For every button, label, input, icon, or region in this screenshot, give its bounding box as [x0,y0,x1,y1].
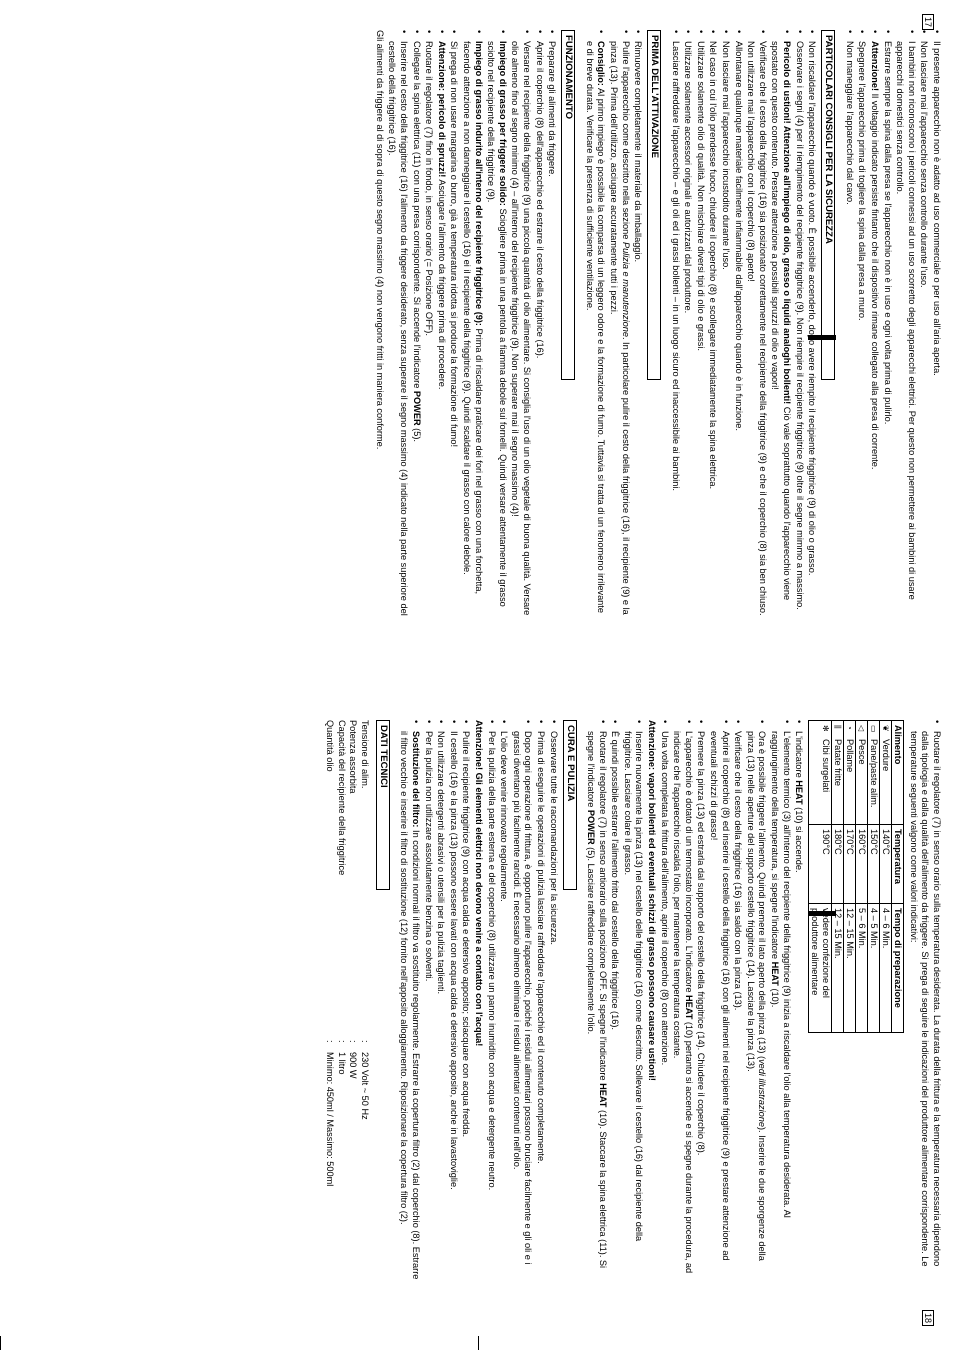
list-item [744,720,767,1280]
list-item: • Verificare che il cesto della friggitrice (16) sia saldo con la pinza (13). [732,720,744,1280]
spec-label: Quantità olio [325,720,336,772]
list-item: • Pulire il recipiente friggitrice (9) con acqua calda e detersivo apposito; sciacquare con acqua fredda. [460,720,472,1280]
text: Asciugare l'alimento da friggere prima di procedere. [436,177,447,390]
table-row [856,721,868,1033]
table-row [809,721,832,1033]
table-cell [844,721,856,825]
spec-row [335,720,347,1280]
list-item: • Non lasciare mai l'apparecchio senza controllo durante l'uso. [918,30,930,620]
list-item [585,720,608,1280]
table-cell: 140°C [880,825,892,904]
table-cell: 170°C [844,825,856,904]
section-title-operation: FUNZIONAMENTO [561,30,575,380]
table-row [844,721,856,1033]
list-item: • Osservare tutte le raccomandazioni per la sicurezza. [547,720,559,1280]
list-item: • Rimuovere completamente il materiale da imballaggio. [632,30,644,620]
spec-value: Minimo: 450ml / Massimo: 500ml [325,1052,336,1187]
table-cell: 5 – 6 Min. [856,904,868,1033]
table-row [880,721,892,1033]
table-header: Tempo di preparazione [892,904,904,1033]
page-18 [0,680,954,1340]
text: (10) si accende. [794,804,805,873]
frying-table [808,720,904,1033]
list-item: • Preparare gli alimenti da friggere. [546,30,558,620]
list-item [485,30,508,620]
spec-row [358,720,370,1280]
spec-label: Tensione di alim. [359,720,370,789]
text: L'indicatore [794,731,805,781]
list-item: • Ruotare il regolatore (7) in senso orario sulla temperatura desiderata. La durata della frittura e la temperatura necessaria dipendono dalla tipologia e dalla qualità dell'alimento da friggere. Si prega di seguire le indicazioni del produttore alimentare corrispondente. Le temperature seguenti valgono come valori indicativi: [907,720,942,1280]
specs-list [323,720,369,1280]
spec-value: 900 W [348,1052,359,1079]
text: Sciogliere prima in una pentola a fiamma debole sui fornelli. Quindi versare attentamente il grasso sciolto nel recipiente della friggitrice (9). [486,41,508,607]
snowflake-icon: ✻ [821,725,831,732]
section-title-specs: DATI TECNICI [376,720,390,890]
page-number: 17 [922,14,934,30]
table-cell: 160°C [856,825,868,904]
spec-separator: : [348,1040,359,1043]
list-item: • Nel caso in cui l'olio prendesse fuoco, chiudere il coperchio (8) e scollegare immediatamente la spina elettrica. [707,30,719,620]
table-row [868,721,880,1033]
safety-list [669,30,817,620]
list-item [768,720,791,1280]
list-item: • Lasciare raffreddare l'apparecchio – e gli oli ed i grassi bollenti – in un luogo sicuro ed inaccessibile ai bambini. [669,30,681,620]
list-item: • Non riscaldare l'apparecchio quando è vuoto. È possibile accenderlo, dopo avere riempito il recipiente friggitrice (9) di olio o grasso. [806,30,818,620]
list-item: • Per la pulizia non utilizzare assolutamente benzina o solventi. [422,720,434,1280]
table-cell [880,721,892,825]
warning-text: Il voltaggio indicato persiste fintanto che il dispositivo rimane collegato alla presa di corrente. [870,91,881,470]
list-item [607,30,630,620]
table-cell: 4 – 6 Min. [880,904,892,1033]
list-item: • Spegnere l'apparecchio prima di togliere la spina dalla presa a muro. [856,30,868,620]
list-item: • Il cestello (16) e la pinza (13) possono essere lavati con acqua calda e detersivo apposito, anche in lavastoviglie. [447,720,459,1280]
warning-label: Pericolo di ustioni! Attenzione all'impiego di olio, grasso o liquidi analoghi bollenti! [782,41,793,405]
table-cell [809,721,832,825]
food-name: Patate fritte [833,739,844,786]
list-item: • Estrarre sempre la spina dalla presa se l'apparecchio non è in uso e ogni volta prima di pulirlo. [881,30,893,620]
list-item: • Utilizzare solamente olio di qualità. Non mischiare diversi tipi di olio e grassi. [694,30,706,620]
table-header: Alimento [892,721,904,825]
operation-continued-list [907,720,942,1280]
bold-label: Impiego di grasso per friggere solido: [497,41,508,206]
indicator-name: HEAT [597,1083,608,1108]
list-item [868,30,880,620]
list-item: • Osservare i segni (4) per il riempimento del recipiente friggitrice (9). Non riempire il recipiente friggitrice (9) oltre il segne mimmo a massimo. [793,30,805,620]
intro-list [843,30,942,620]
text: Pulire l'apparecchio come descritto nella sezione [620,41,631,242]
spec-separator: : [325,1040,336,1043]
section-title-care: CURA E PULIZIA [563,720,577,890]
list-item: • Verificare che il cesto della friggitrice (16) sia posizionato correttamente nel recipiente della friggitrice (9) e che il coperchio (8) sia ben chiuso. Non utilizzare mai l'apparecchio con il coperchio (8) aperto! [745,30,768,620]
table-cell: 190°C [809,825,832,904]
list-item: • Non lasciare mai l'apparecchio incustodito durante l'uso. [720,30,732,620]
vegetable-icon: ❦ [881,725,891,732]
table-cell: 12 – 15 Min. [844,904,856,1033]
list-item: • Non maneggiare l'apparecchio dal cavo. [843,30,855,620]
text: Collegare la spina elettrica (11) con una presa corrispondente. Si accende l'indicatore [411,41,422,391]
list-item: • Non utilizzare detergenti abrasivi o utensili per la pulizia taglienti. [435,720,447,1280]
section-title-safety: PARTICOLARI CONSIGLI PER LA SICUREZZA [821,30,835,380]
food-name: Pollame [845,739,856,773]
list-item [769,30,792,620]
list-item: • Il presente apparecchio non è adatto ad uso commerciale o per uso all'aria aperta. [930,30,942,620]
list-item: • Una volta completata la frittura dell'alimento, aprire il coperchio (8) con attenzione. [658,720,670,1280]
table-cell [856,721,868,825]
list-item [671,720,694,1280]
list-item: • Inserire nuovamente la pinza (13) nel cestello delle friggitrice (16) come descritto. Sollevare il cestello (16) dal recipiente della friggitrice. Lasciare colare il grasso. [621,720,644,1280]
section-title-first-use: PRIMA DELL'ATTIVAZIONE [647,30,661,380]
page-17 [0,0,954,660]
fries-icon: ⫼ [833,725,843,729]
warning-text: Attenzione! Gli elementi elettrici non devono venire a contatto con l'acqua! [473,720,484,1047]
spec-row [347,720,359,1280]
list-item: • Aprire il coperchio (8) dell'apparecchio ed estrarre il cesto della friggitrice (16). [533,30,545,620]
list-item: • Inserire nel cesto della friggitrice (16) l'alimento da friggere desiderato, senza superare il segno massimo (4) indicato nella parte superiore del cestello della friggitrice (16). [386,30,409,620]
list-item: • I bambini non riconoscono i pericoli connessi ad un uso scorretto degli apparecchi elettrici. Per questo non permettere ai bambini di usare apparecchi domestici senza controllo. [894,30,917,620]
tip-text: Al primo impiego è possibile la comparsa di un leggero odore e la formazione di fumo. Tuttavia si tratta di un fenomeno irrilevante e di breve durata. Verificare la presenza di sufficiente ventilazione. [584,41,607,613]
food-name: Verdure [881,739,892,772]
table-cell: vedere confezione del produttore alimentare [809,904,832,1033]
text: (5). Lasciare raffreddare completamente l'olio. [586,844,597,1035]
list-item: • L'olio deve venire rinnovato regolarmente. [498,720,510,1280]
page-18-content [323,720,942,1280]
list-item: Gli alimenti da friggere al di sopra di questo segno massimo (4) non vengono fritti in maniera conforme. [374,30,385,450]
indicator-name: POWER [411,390,422,426]
list-item: • Allontanare qualunque materiale facilmente infiammabile dall'apparecchio quando è in funzione. [732,30,744,620]
bold-label: Sostituzione del filtro: [411,731,421,828]
fish-icon: ◁ [857,725,867,732]
spec-row [323,720,335,1280]
bread-icon: ▭ [869,725,879,733]
bold-label: Impiego di grasso indurito all'interno del recipiente friggitrice (9): [473,41,484,326]
table-cell: 150°C [868,825,880,904]
table-row [832,721,844,1033]
food-name: Pesce [857,739,868,765]
list-item: • Ruotare il regolatore (7) fino in fondo, in senso orario (= Posizione OFF). [423,30,435,620]
text: Prima di riscaldare praticare dei fori nel grasso con una forchetta, facendo attenzione a non danneggiare il cestello (16) ei il recipiente della friggitrice (9). Quindi scaldare il grasso con calore debole. [462,41,484,595]
warning-text: Attenzione: vapori bollenti ed eventuali schizzi di grasso possono causare ustioni! [647,720,658,1081]
text: L'elemento termico (3) all'interno del recipiente della friggitrice (9) inizia a riscaldare l'olio alla temperatura desiderata. Al raggiungimento della temperatura, si spegne l'indicatore [770,731,792,1218]
table-cell: 12 – 15 Min. [832,904,844,1033]
spec-label: Capacità del recipiente della friggitrice [336,720,347,876]
indicator-name: HEAT [683,994,694,1020]
table-cell [868,721,880,825]
food-name: Cibi surgelati [821,739,832,793]
care-list [398,720,559,1280]
warning-label: Attenzione: pericolo di spruzzi! [436,41,447,178]
list-item [410,30,422,620]
table-header-row [892,721,904,1033]
table-header: Temperatura [892,825,904,904]
list-item: • È quindi possibile estrarre l'alimento fritto dal cestello della friggitrice (16). [609,720,621,1280]
text: (10). [770,985,781,1008]
page-17-content [372,30,942,620]
list-item: • Versare nel recipiente della friggitrice (9) una piccola quantità di olio alimentare. Si consiglia l'uso di un olio vegetale di buona qualità. Versare olio almeno fino al segno minimo (4) – all'interno del recipiente friggitrice (9). Non superare mai il segno massimo (4)! [509,30,532,620]
list-item: • Aprire il coperchio (8) ed inserire il cestello della friggitrice (16) con gli alimenti nel recipiente friggitrice (9) e prestare attenzione ad eventuali schizzi di grasso! [707,720,730,1280]
warning-label: Attenzione! [870,41,881,92]
table-cell [832,721,844,825]
section-reference: Pulizia e manutenzione [620,241,631,337]
text: ). Inserire le due sporgenze della pinza (13) nelle aperture del supporto cestello friggitrice (14). Lasciare la pinza (13). [745,731,768,1261]
text: L'apparecchio è dotato di un termostato incorporato. L'indicatore [683,731,694,995]
list-item: • Dopo ogni operazione di frittura, è opportuno pulire l'apparecchio, poiché i residui alimentari possono bruciare facilmente e gli oli e i grassi diventano più facilmente rancidi. È necessario almeno eliminare i residui alimentari contenuti nell'olio. [510,720,533,1280]
list-item [398,720,421,1280]
tip-label: Consiglio: [596,41,607,86]
text: . In particolare pulire il cesto della friggitrice (16), il recipiente (9) e la pinza (13). Prima dell'utilizzo, asciugare accuratamente tutti i pezzi. [608,41,631,615]
spec-separator: : [359,1040,370,1043]
list-item: • Premere la pinza (13) ed estrarla dal supporto del cestello della friggitrice (14). Chiudere il coperchio (8). [695,720,707,1280]
illustration-reference: vedi illustrazione [757,1059,768,1127]
text: (10) pertanto si accende e si spegne durante la procedura, ad indicare che l'apparecchio riscalda l'olio, per mantenere la temperatura costante. [672,731,694,1274]
text: (10). Staccare la spina elettrica (11). Si spegne l'indicatore [586,731,608,1269]
text: Ora è possibile friggere l'alimento. Quindi premere il lato aperto della pinza (13) ( [757,731,768,1060]
table-cell: 180°C [832,825,844,904]
page-number: 18 [922,1310,934,1326]
first-use-list [583,30,643,620]
list-item: • Prima di eseguire le operazioni di pulizia lasciare raffreddare l'apparecchio ed il contenuto completamente. [534,720,546,1280]
spec-separator: : [336,1040,347,1043]
spec-value: 1 litro [336,1052,347,1075]
indicator-name: HEAT [794,780,805,805]
list-item [460,30,483,620]
text: Ruotare il regolatore (7) in senso antiorario sulla posizione OFF. Si spegne l'indicatore [597,731,608,1084]
text: In condizioni normali il filtro va sostituito regolarmente. Estrarre la copertura filtro (2) dal coperchio (8). Estrarre il filtro vecchio e inserire il filtro di sostituzione (12) fornito nell'apposito alloggiamento. Riposizionare la copertura filtro (2). [399,731,421,1280]
warning-text: Ciò vale soprattutto quando l'apparecchio viene spostato con questo contenuto. Prestare attenzione a possibili spruzzi di olio e vapori! [770,41,793,601]
list-item [583,30,606,620]
frying-steps-list [585,720,805,1280]
food-name: Pane/paste alim. [869,739,880,808]
chicken-icon: ◔ [845,725,855,730]
list-item [435,30,447,620]
indicator-name: POWER [586,809,597,845]
operation-list [373,30,557,620]
text: (5). [411,425,422,442]
list-item: • Si prega di non usare margarina o burro, già a temperatura ridotta si produce la formazione di fumo! [448,30,460,620]
spec-label: Potenza assorbita [348,720,359,794]
table-cell: 4 – 5 Min. [868,904,880,1033]
list-item: • Per la pulizia della parte esterna e del coperchio (8) utilizzare un panno inumidito con acqua e detergente neutro. [485,720,497,1280]
list-item [793,720,805,1280]
spec-value: 230 Volt ~ 50 Hz [359,1052,370,1120]
list-item: • Utilizzare solamente accessori originali e autorizzati dal produttore. [682,30,694,620]
indicator-name: HEAT [770,961,781,986]
